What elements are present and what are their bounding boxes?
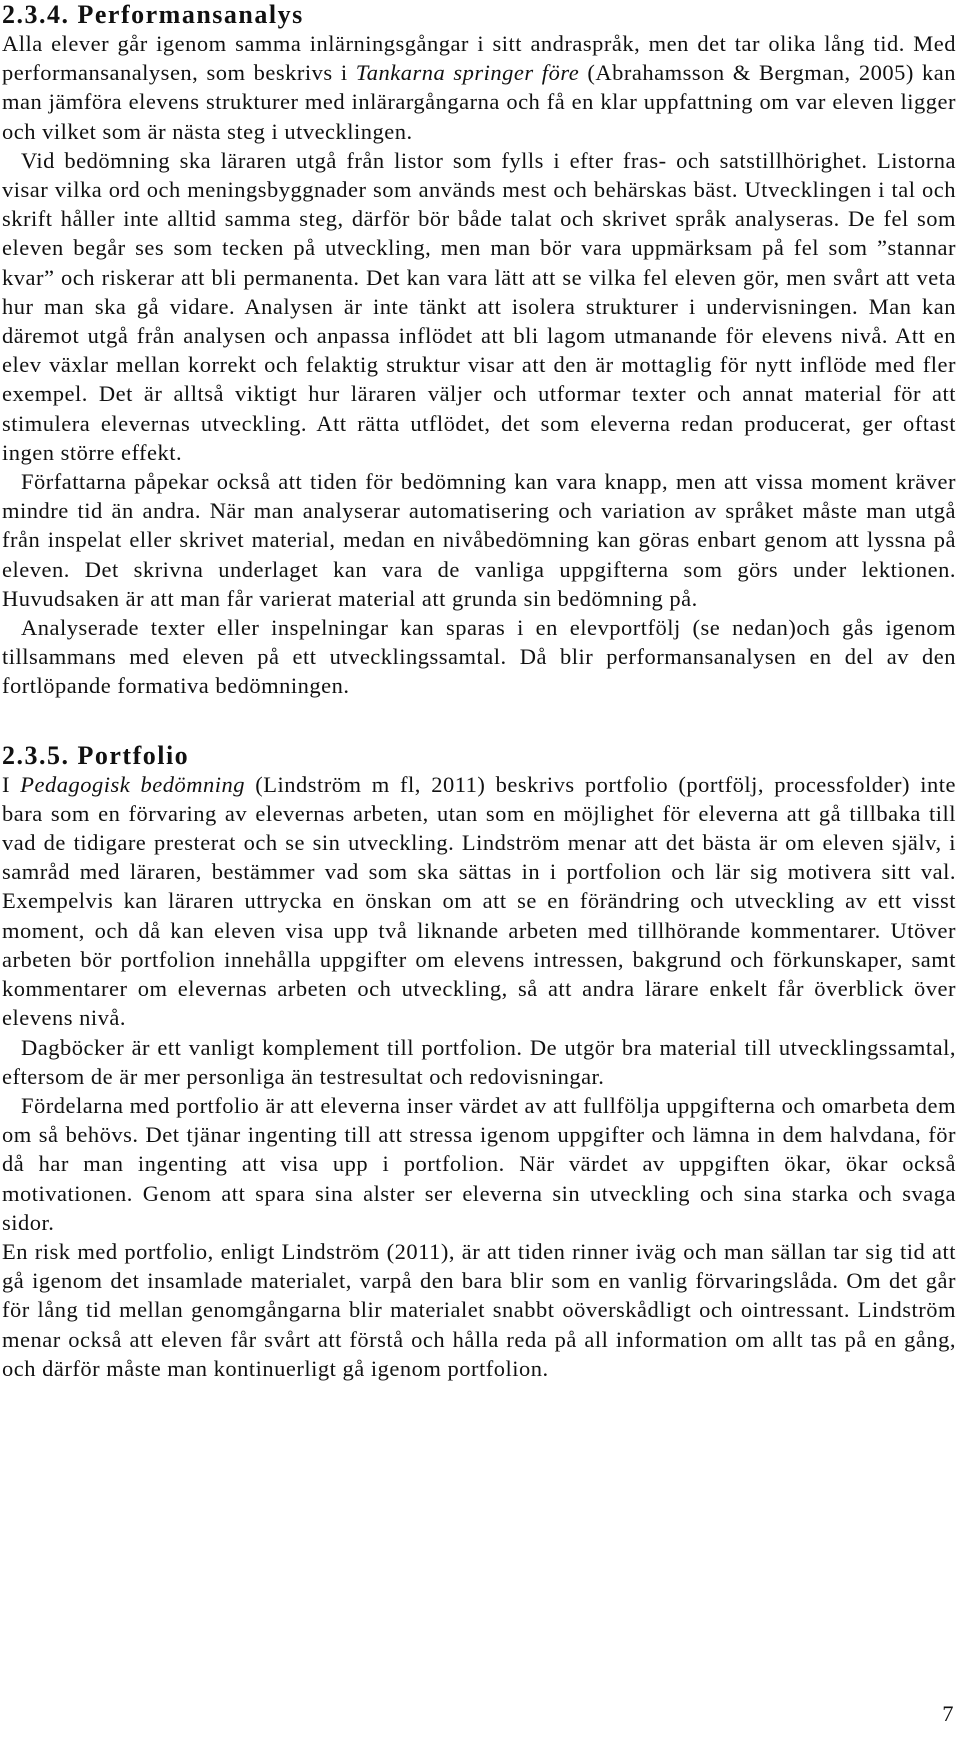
section-heading: 2.3.4. Performansanalys <box>2 0 304 29</box>
book-title: Tankarna springer före <box>355 60 580 86</box>
paragraph-text: Alla elever går igenom samma inlärningsgångar i sitt andraspråk, men det tar olika lång tid. Med performansanalysen, som beskrivs i <box>2 31 956 86</box>
paragraph-text: I <box>2 771 21 797</box>
document-page <box>2 0 956 1383</box>
paragraph: Författarna påpekar också att tiden för bedömning kan vara knapp, men att vissa moment kräver mindre tid än andra. När man analyserar automatisering och variation av språket måste man utgå från inspelat eller skrivet material, medan en nivåbedömning kan göras enbart genom att lyssna på eleven. Det skrivna underlaget kan vara de vanliga uppgifterna som görs under lektionen. Huvudsaken är att man får varierat material att grunda sin bedömning på. <box>2 469 956 611</box>
paragraph-text: (Lindström m fl, 2011) beskrivs portfolio (portfölj, processfolder) inte bara som en förvaring av elevernas arbeten, utan som en möjlighet för eleverna att gå tillbaka till vad de tidigare presterat och se sin utveckling. Lindström menar att det bästa är om eleven själv, i samråd med läraren, bestämmer vad som ska sättas in i portfolion och lär sig motivera sitt val. Exempelvis kan läraren uttrycka en önskan om att se en förändring och utveckling av ett visst moment, och då kan eleven visa upp två liknande arbeten med tillhörande kommentarer. Utöver arbeten bör portfolion innehålla uppgifter om elevens intressen, bakgrund och förkunskaper, samt kommentarer om elevernas arbeten och utveckling, så att andra lärare enkelt får överblick över elevens nivå. <box>2 771 956 1031</box>
paragraph <box>2 29 956 146</box>
section-heading: 2.3.5. Portfolio <box>2 740 190 770</box>
paragraph: Dagböcker är ett vanligt komplement till portfolion. De utgör bra material till utvecklingssamtal, eftersom de är mer personliga än testresultat och redovisningar. <box>2 1034 956 1089</box>
section-portfolio <box>2 741 956 1383</box>
paragraph: En risk med portfolio, enligt Lindström (2011), är att tiden rinner iväg och man sällan tar sig tid att gå igenom det insamlade materialet, varpå den bara blir som en vanlig förvaringslåda. Om det går för lång tid mellan genomgångarna blir materialet snabbt oöverskådligt och ointressant. Lindström menar också att eleven får svårt att förstå och hålla reda på all information om allt tas på en gång, och därför måste man kontinuerligt gå igenom portfolion. <box>2 1238 956 1381</box>
section-performansanalys <box>2 0 956 701</box>
paragraph <box>2 770 956 1033</box>
book-title: Pedagogisk bedömning <box>20 771 245 797</box>
paragraph: Vid bedömning ska läraren utgå från listor som fylls i efter fras- och satstillhörighet. Listorna visar vilka ord och meningsbyggnader som används mest och behärskas bäst. Utvecklingen i tal och skrift håller inte alltid samma steg, därför bör både talat och skrivet språk analyseras. De fel som eleven begår ses som tecken på utveckling, men man bör vara uppmärksam på fel som ”stannar kvar” och riskerar att bli permanenta. Det kan vara lätt att se vilka fel eleven gör, men svårt att veta hur man ska gå vidare. Analysen är inte tänkt att isolera strukturer i undervisningen. Man kan däremot utgå från analysen och anpassa inflödet att bli lagom utmanande för elevens nivå. Att en elev växlar mellan korrekt och felaktig struktur visar att den är mottaglig för nytt inflöde med fler exempel. Det är alltså viktigt hur läraren väljer och utformar texter och annat material för att stimulera elevernas utveckling. Att rätta utflödet, det som eleverna redan producerat, ger oftast ingen större effekt. <box>2 147 956 465</box>
paragraph-text: (Abrahamsson & Bergman, 2005) kan man jämföra elevens strukturer med inlärargångarna och få en klar uppfattning om var eleven ligger och vilket som är nästa steg i utvecklingen. <box>2 60 957 144</box>
paragraph: Fördelarna med portfolio är att eleverna inser värdet av att fullfölja uppgifterna och omarbeta dem om så behövs. Det tjänar ingenting till att stressa igenom uppgifter och lämna in dem halvdana, för då har man ingenting att visa upp i portfolion. När värdet av uppgiften ökar, ökar också motivationen. Genom att spara sina alster ser eleverna sin utveckling och sina starka och svaga sidor. <box>2 1092 956 1235</box>
paragraph: Analyserade texter eller inspelningar kan sparas i en elevportfölj (se nedan)och gås igenom tillsammans med eleven på ett utvecklingssamtal. Då blir performansanalysen en del av den fortlöpande formativa bedömningen. <box>2 615 956 699</box>
page-number: 7 <box>942 1701 954 1726</box>
